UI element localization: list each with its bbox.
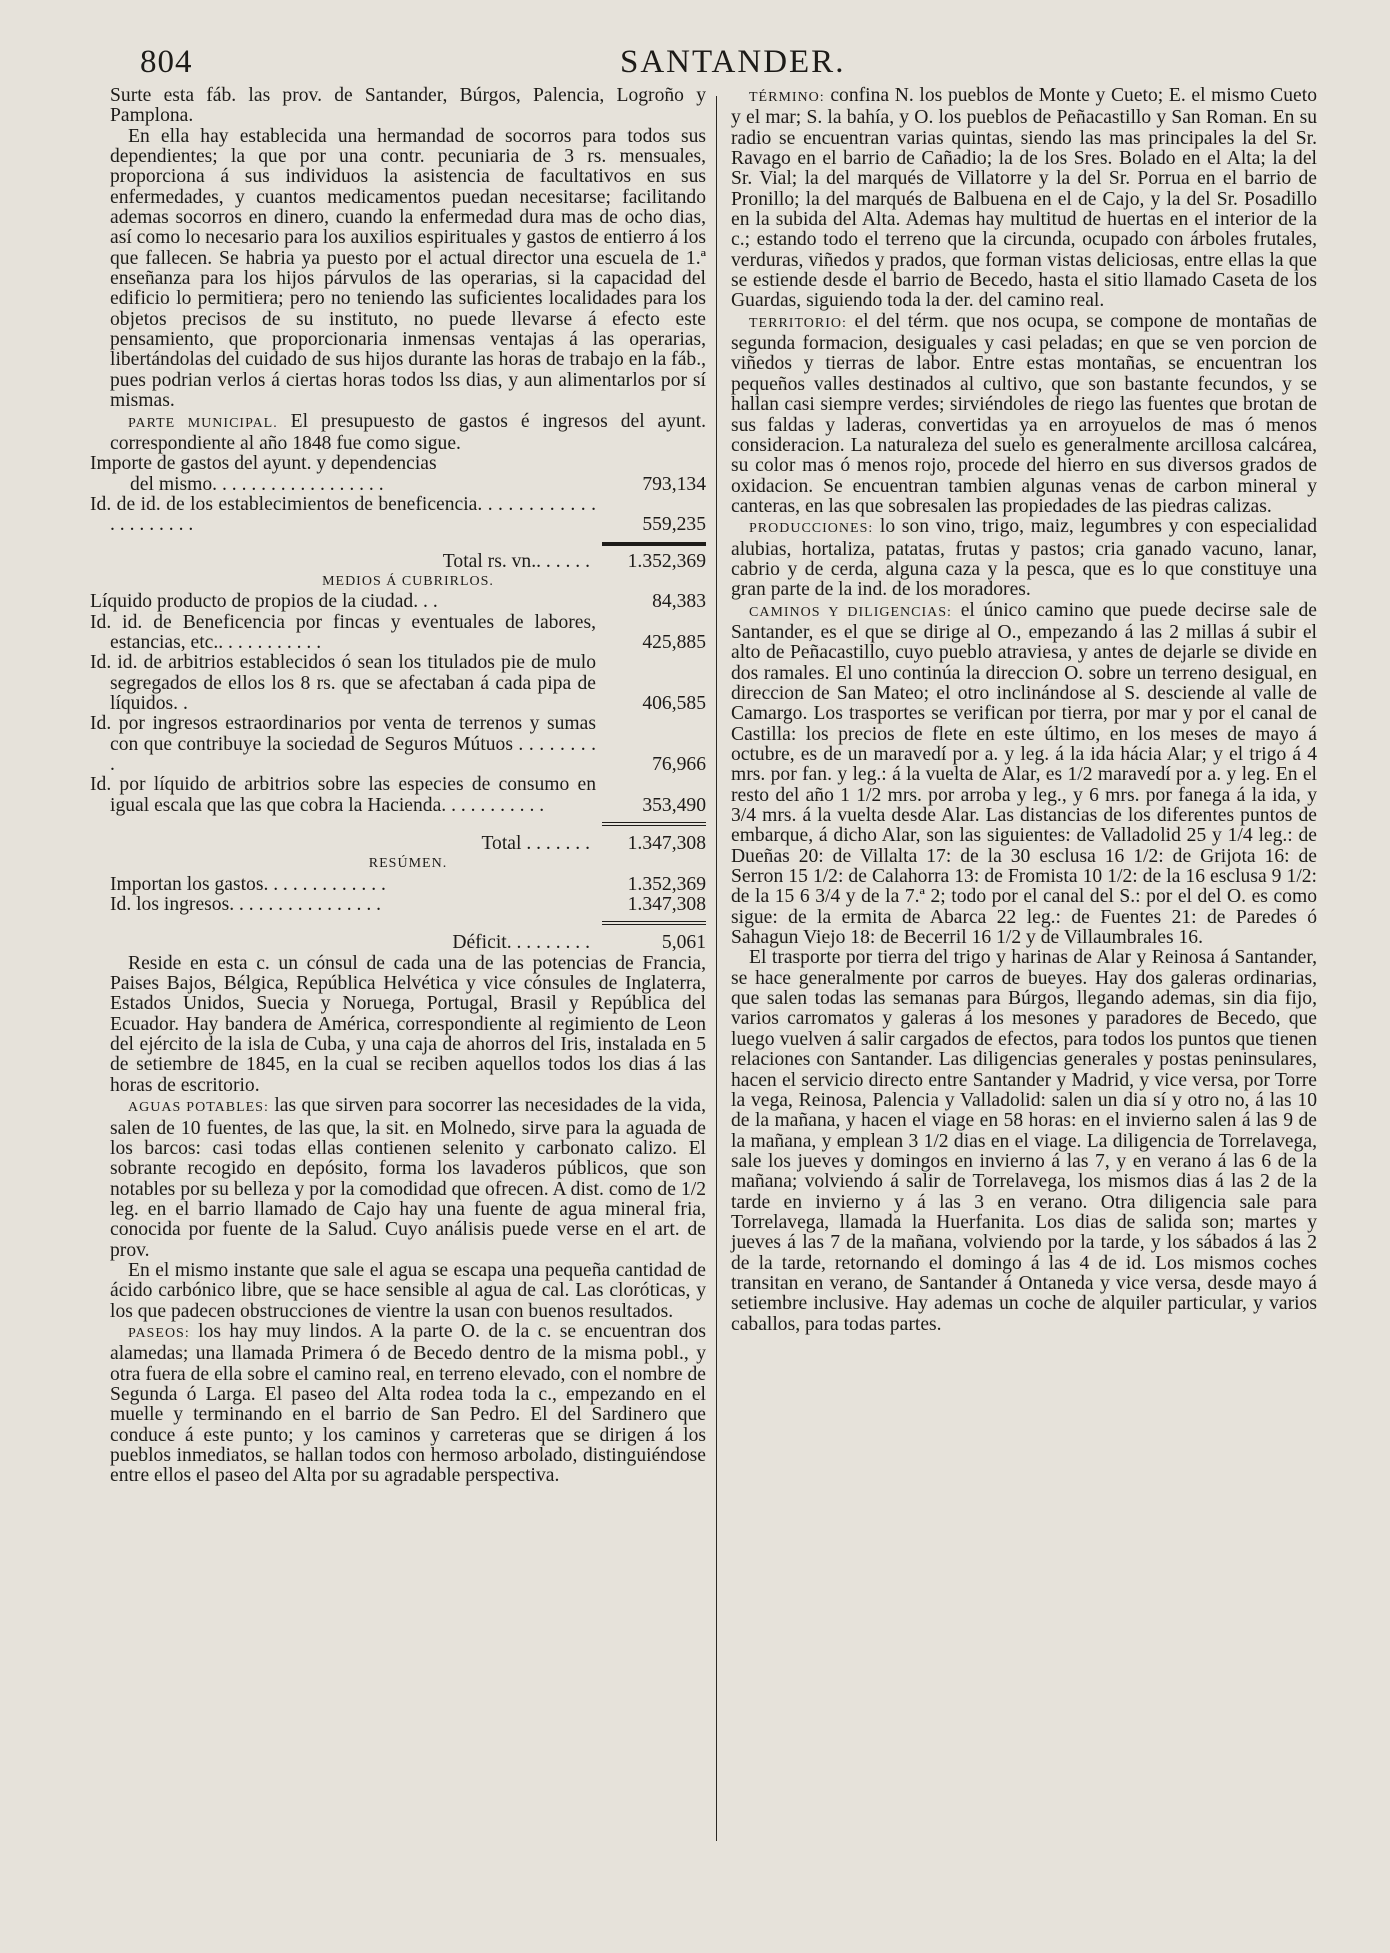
- table-row: [110, 653, 706, 714]
- table-row: [110, 775, 706, 816]
- line-amount: 353,490: [642, 794, 706, 816]
- table-row: [110, 895, 706, 915]
- line-amount: 84,383: [652, 591, 706, 613]
- page-number: 804: [140, 44, 193, 80]
- budget-medios-table: [90, 591, 706, 855]
- table-row: [110, 613, 706, 654]
- section-heading-medios: MEDIOS Á CUBRIRLOS.: [322, 573, 494, 589]
- table-row: [110, 592, 706, 612]
- line-label: Id. por líquido de arbitrios sobre las especies de consumo en igual escala que las que cobra la Hacienda. . . . . . . . . . .: [90, 774, 596, 816]
- line-label: Id. de id. de los establecimientos de beneficencia. . . . . . . . . . . . . . . . . . . . .: [90, 493, 596, 536]
- page-header: [140, 44, 1315, 84]
- paragraph-termino: [731, 86, 1317, 312]
- paragraph-caminos: [731, 601, 1317, 949]
- sum-rule: [602, 542, 706, 546]
- line-amount: 425,885: [642, 631, 706, 653]
- section-heading-aguas: AGUAS POTABLES:: [128, 1100, 269, 1116]
- line-amount: 76,966: [652, 754, 706, 775]
- gastos-intro: Importe de gastos del ayunt. y dependencias: [90, 453, 437, 475]
- section-heading-resumen: RESÚMEN.: [368, 856, 448, 872]
- section-heading-paseos: PASEOS:: [128, 1325, 190, 1341]
- total-amount: 1.347,308: [627, 833, 706, 855]
- budget-resumen-table: [110, 875, 706, 954]
- right-column: [731, 86, 1317, 1335]
- left-column: [90, 85, 706, 1487]
- paragraph-trasporte: El trasporte por tierra del trigo y harinas de Alar y Reinosa á Santander, se hace generalmente por carros de bueyes. Hay dos galeras ordinarias, que salen todas las semanas para Búrgos, llegando ademas, sin dia fijo, varios carromatos y galeras á los mesones y paradores de Becedo, que luego vuelven á salir cargados de efectos, para todos los puntos que tienen relaciones con Santander. Las diligencias generales y postas peninsulares, hacen el servicio directo entre Santander y Madrid, y vice versa, por Torre la vega, Reinosa, Palencia y Valladolid: salen un dia sí y otro no, á las 10 de la mañana, y hacen el viage en 58 horas: en el invierno salen á las 9 de la mañana, y emplean 3 1/2 dias en el viage. La diligencia de Torrelavega, sale los jueves y domingos en invierno á las 7, y en verano á las 6 de la mañana; volviendo á salir de Torrelavega, los mismos dias á las 2 de la tarde en invierno y á las 3 en verano. Otra diligencia sale para Torrelavega, llamada la Huerfanita. Los dias de salida son; martes y jueves á las 7 de la mañana, volviendo por la tarde, y los sábados á las 2 de la tarde, retornando el domingo á las 4 de id. Los mismos coches transitan en verano, de Santander á Ontaneda y vice versa, desde mayo á setiembre inclusive. Hay ademas un coche de alquiler particular, y varios caballos, para todas partes.: [731, 947, 1317, 1335]
- paragraph-hermandad: En ella hay establecida una hermandad de socorros para todos sus dependientes; la que por una contr. pecuniaria de 3 rs. mensuales, proporciona á sus individuos la asistencia de facultativos en sus enfermedades, y cuantos medicamentos puedan necesitarse; facilitando ademas socorros en dinero, cuando la enfermedad dura mas de ocho dias, así como lo necesario para los auxilios espirituales y gastos de entierro á los que fallecen. Se habria ya puesto por el actual director una escuela de 1.ª enseñanza para los hijos párvulos de las operarias, si la capacidad del edificio lo permitiera; pero no teniendo las suficientes localidades para los objetos precisos de su instituto, no puede llevarse á efecto este pensamiento, que proporcionaria inmensas ventajas á las operarias, libertándolas del cuidado de sus hijos durante las horas de trabajo en la fáb., pues podrian verlos á ciertas horas todos lss dias, y aun alimentarlos por sí mismas.: [110, 125, 706, 412]
- deficit-label: Déficit. . . . . . . . .: [452, 932, 590, 954]
- line-label: Id. id. de arbitrios establecidos ó sean los titulados pie de mulo segregados de ellos los 8 rs. que se afectaban á cada pipa de líquidos. .: [90, 652, 596, 714]
- budget-gastos-table: [90, 453, 706, 572]
- section-heading-territorio: TERRITORIO:: [749, 315, 847, 331]
- territorio-text: el del térm. que nos ocupa, se compone de montañas de segunda formacion, desiguales y casi peladas; en que se ven porcion de viñedos y tierras de labor. Entre estas montañas, se encuentran los pequeños valles destinados al cultivo, que son bastante fecundos, y se hallan casi siempre verdes; sirviéndoles de riego las fuentes que brotan de sus faldas y laderas, convertidas ya en arroyuelos de mas ó menos consideracion. La naturaleza del suelo es generalmente arcillosa calcárea, su color mas ó menos rojo, procede del hierro en sus diversos grados de oxidacion. Se encuentran tambien algunas venas de carbon mineral y canteras, en las que sobresalen las propiedades de las piedras calizas.: [731, 310, 1317, 517]
- municipal-text: El presupuesto de gastos é ingresos del ayunt. correspondiente al año 1848 fue como sigue.: [110, 410, 706, 454]
- total-amount: 1.352,369: [627, 550, 706, 572]
- column-divider: [716, 96, 717, 1841]
- line-amount: 1.347,308: [627, 894, 706, 916]
- total-label: Total rs. vn.. . . . . .: [442, 550, 590, 572]
- paseos-text: los hay muy lindos. A la parte O. de la c. se encuentran dos alamedas; una llamada Primera ó de Becedo dentro de la misma pobl., y otra fuera de ella sobre el camino real, en terreno elevado, con el nombre de Segunda ó Larga. El paseo del Alta rodea toda la c., empezando en el muelle y terminando en el barrio de San Pedro. El del Sardinero que conduce á este punto; y los caminos y carreteras que se dirigen á los pueblos inmediatos, se hallan todos con hermoso arbolado, distinguiéndose entre ellos el paseo del Alta por su agradable perspectiva.: [110, 1320, 706, 1487]
- table-row: [110, 475, 706, 495]
- paragraph-fabrica: Surte esta fáb. las prov. de Santander, Búrgos, Palencia, Logroño y Pamplona.: [110, 85, 706, 127]
- paragraph-acido: En el mismo instante que sale el agua se escapa una pequeña cantidad de ácido carbónico libre, que se hace sensible al agua de cal. Las cloróticas, y los que padecen obstrucciones de vientre la usan con buenos resultados.: [110, 1259, 706, 1322]
- line-label: Id. id. de Beneficencia por fincas y eventuales de labores, estancias, etc.. . . . . . . . . . .: [90, 611, 596, 653]
- running-title: SANTANDER.: [620, 44, 846, 80]
- table-row: [110, 454, 706, 474]
- paragraph-territorio: [731, 312, 1317, 517]
- table-row: [110, 875, 706, 895]
- section-heading-municipal: PARTE MUNICIPAL.: [128, 415, 278, 431]
- deficit-amount: 5,061: [661, 932, 706, 954]
- producciones-text: lo son vino, trigo, maiz, legumbres y con especialidad alubias, hortaliza, patatas, frutas y pastos; cria ganado vacuno, lanar, cabrio y de cerda, alguna caza y la pesca, que es lo que constituye una gran parte de la ind. de los moradores.: [731, 516, 1317, 601]
- line-label: Id. por ingresos estraordinarios por venta de terrenos y sumas con que contribuye la sociedad de Seguros Mútuos . . . . . . . . .: [90, 713, 596, 775]
- table-row: [110, 834, 706, 854]
- paragraph-producciones: [731, 517, 1317, 600]
- table-row: [110, 933, 706, 953]
- line-amount: 559,235: [642, 514, 706, 536]
- line-label: del mismo. . . . . . . . . . . . . . . . . .: [130, 473, 384, 495]
- section-heading-producciones: PRODUCCIONES:: [749, 521, 874, 537]
- line-amount: 1.352,369: [627, 873, 706, 895]
- line-label: Importan los gastos. . . . . . . . . . . . .: [110, 873, 386, 895]
- paragraph-municipal: [110, 412, 706, 455]
- table-row: [110, 552, 706, 572]
- line-amount: 406,585: [642, 692, 706, 714]
- sum-rule: [602, 822, 706, 828]
- line-label: Líquido producto de propios de la ciudad. . .: [90, 591, 438, 613]
- paragraph-consules: Reside en esta c. un cónsul de cada una de las potencias de Francia, Paises Bajos, Bélgica, República Helvética y vice cónsules de Inglaterra, Estados Unidos, Suecia y Noruega, Portugal, Brasil y República del Ecuador. Hay bandera de América, correspondiente al regimiento de Leon del ejército de la isla de Cuba, y una caja de ahorros del Iris, instalada en 5 de setiembre de 1845, en la cual se reciben aquellos todos los dias á las horas de escritorio.: [110, 952, 706, 1096]
- line-label: Id. los ingresos. . . . . . . . . . . . . . . .: [110, 894, 382, 916]
- termino-text: confina N. los pueblos de Monte y Cueto; E. el mismo Cueto y el mar; S. la bahía, y O. los pueblos de Peñacastillo y San Roman. En su radio se encuentran varias quintas, siendo las mas principales la del Sr. Ravago en el barrio de Cañadio; la de los Sres. Bolado en el Alta; la del Sr. Vial; la del marqués de Villatorre y la del Sr. Porrua en el barrio de Pronillo; la del marqués de Balbuena en el de Cajo, y la del Sr. Posadillo en la subida del Alta. Ademas hay multitud de huertas en el interior de la c.; estando todo el terreno que la circunda, ocupado con árboles frutales, verduras, viñedos y prados, que forman vistas deliciosas, entre ellas la que se estiende desde el barrio de Becedo, hasta el sitio llamado Caseta de los Guardas, siguiendo toda la der. del camino real.: [731, 85, 1317, 312]
- sum-rule: [602, 921, 706, 927]
- table-row: [110, 495, 706, 536]
- paragraph-aguas: [110, 1096, 706, 1261]
- section-heading-termino: TÉRMINO:: [749, 90, 825, 105]
- caminos-text: el único camino que puede decirse sale de Santander, es el que se dirige al O., empezando á las 2 millas á subir el alto de Peñacastillo, cuyo pueblo atraviesa, y antes de dejarle se divide en dos ramales. El uno continúa la direccion O. sobre un terreno desigual, en direccion de San Mateo; el otro inclinándose al S. desciende al valle de Camargo. Los trasportes se verifican por tierra, por mar y por el canal de Castilla: los precios de flete en este último, en los meses de mayo á octubre, es de un maravedí por a. y leg. á la ida hácia Alar; y el trigo á 4 mrs. por fan. y leg.: á la vuelta de Alar, es 1/2 maravedí por a. y leg. En el resto del año 1 1/2 mrs. por arroba y leg., y 6 mrs. por fanega á la ida, y 3/4 mrs. á la vuelta desde Alar. Las distancias de los diferentes puntos de embarque, á dicho Alar, son las siguientes: de Valladolid 25 y 1/4 leg.: de Dueñas 20: de Villalta 17: de la 30 esclusa 16 1/2: de Grijota 16: de Serron 15 1/2: de Calahorra 13: de Fromista 10 1/2: de la 16 esclusa 9 1/2: de la 15 6 3/4 y de la 7.ª 2; todo por el canal del S.: por el del O. es como sigue: de la ermita de Abarca 22 leg.: de Fuentes 21: de Paredes ó Sahagun Viejo 18: de Becerril 16 1/2 y de Villaumbrales 16.: [731, 599, 1317, 949]
- aguas-text: las que sirven para socorrer las necesidades de la vida, salen de 10 fuentes, de las que, la sit. en Molnedo, sirve para la aguada de los barcos: casi todas ellas contienen selenito y carbonato calizo. El sobrante recogido en depósito, forma los lavaderos públicos, que son notables por su belleza y por la comodidad que ofrecen. A dist. como de 1/2 leg. en el barrio llamado de Cajo hay una fuente de agua mineral fria, conocida por fuente de la Salud. Cuyo análisis puede verse en el art. de prov.: [110, 1095, 706, 1261]
- line-amount: 793,134: [642, 473, 706, 495]
- paragraph-paseos: [110, 1322, 706, 1487]
- table-row: [110, 714, 706, 775]
- total-label: Total . . . . . . .: [481, 833, 590, 855]
- section-heading-caminos: CAMINOS Y DILIGENCIAS:: [749, 604, 952, 620]
